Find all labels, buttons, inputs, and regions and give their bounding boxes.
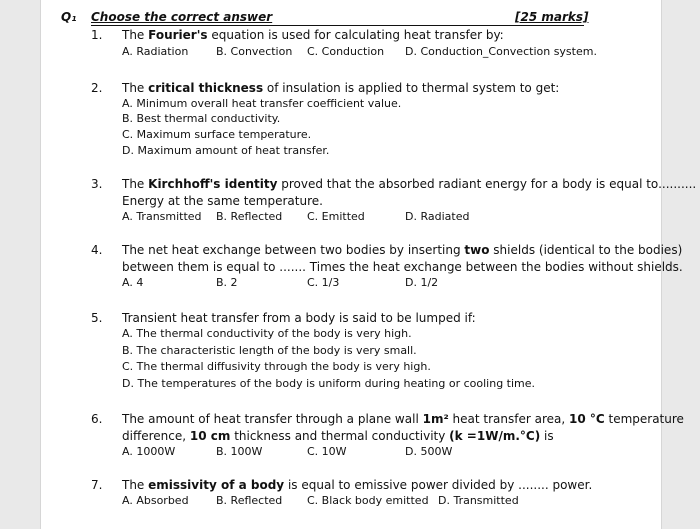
option-d: D. The temperatures of the body is uniform during heating or cooling time.	[122, 377, 536, 390]
question-number: 2.	[91, 81, 103, 95]
question-stem: The Fourier's equation is used for calculating heat transfer by:	[122, 28, 504, 42]
question-stem-line2: difference, 10 cm thickness and thermal conductivity (k =1W/m.°C) is	[122, 429, 554, 443]
option-c: C. Conduction	[307, 45, 385, 58]
option-d: D. 1/2	[405, 276, 439, 289]
question-number: 4.	[91, 243, 103, 257]
option-b: B. Best thermal conductivity.	[122, 112, 281, 125]
option-d: D. 500W	[405, 445, 453, 458]
option-b: B. Reflected	[216, 210, 283, 223]
header-underline	[91, 25, 584, 26]
option-d: D. Transmitted	[438, 494, 519, 507]
question-stem: The Kirchhoff's identity proved that the absorbed radiant energy for a body is equal to..........	[122, 177, 697, 191]
option-b: B. 100W	[216, 445, 263, 458]
option-a: A. Radiation	[122, 45, 189, 58]
question-stem: The amount of heat transfer through a plane wall 1m² heat transfer area, 10 °C temperature	[122, 412, 684, 426]
question-number: 5.	[91, 311, 103, 325]
question-stem: The net heat exchange between two bodies by inserting two shields (identical to the bodies)	[122, 243, 683, 257]
option-b: B. The characteristic length of the body is very small.	[122, 344, 417, 357]
question-number: 7.	[91, 478, 103, 492]
option-c: C. Emitted	[307, 210, 365, 223]
option-d: D. Radiated	[405, 210, 470, 223]
option-a: A. 4	[122, 276, 144, 289]
option-a: A. Minimum overall heat transfer coefficient value.	[122, 97, 402, 110]
option-b: B. Reflected	[216, 494, 283, 507]
question-label: Q₁	[61, 10, 77, 24]
option-c: C. The thermal diffusivity through the body is very high.	[122, 360, 431, 373]
question-number: 1.	[91, 28, 103, 42]
option-b: B. 2	[216, 276, 238, 289]
question-stem: The emissivity of a body is equal to emissive power divided by ........ power.	[122, 478, 593, 492]
option-a: A. Transmitted	[122, 210, 202, 223]
question-stem: The critical thickness of insulation is applied to thermal system to get:	[122, 81, 560, 95]
question-number: 3.	[91, 177, 103, 191]
option-c: C. Black body emitted	[307, 494, 429, 507]
option-d: D. Maximum amount of heat transfer.	[122, 144, 330, 157]
option-d: D. Conduction_Convection system.	[405, 45, 597, 58]
question-number: 6.	[91, 412, 103, 426]
option-b: B. Convection	[216, 45, 293, 58]
marks-label: [25 marks]	[515, 10, 589, 24]
option-c: C. Maximum surface temperature.	[122, 128, 312, 141]
question-stem: Transient heat transfer from a body is said to be lumped if:	[122, 311, 476, 325]
option-c: C. 1/3	[307, 276, 340, 289]
question-stem-line2: between them is equal to ....... Times the heat exchange between the bodies without shields.	[122, 260, 683, 274]
question-stem-line2: Energy at the same temperature.	[122, 194, 323, 208]
option-a: A. The thermal conductivity of the body is very high.	[122, 327, 412, 340]
option-a: A. Absorbed	[122, 494, 189, 507]
option-c: C. 10W	[307, 445, 347, 458]
section-title: Choose the correct answer	[91, 10, 273, 24]
option-a: A. 1000W	[122, 445, 176, 458]
